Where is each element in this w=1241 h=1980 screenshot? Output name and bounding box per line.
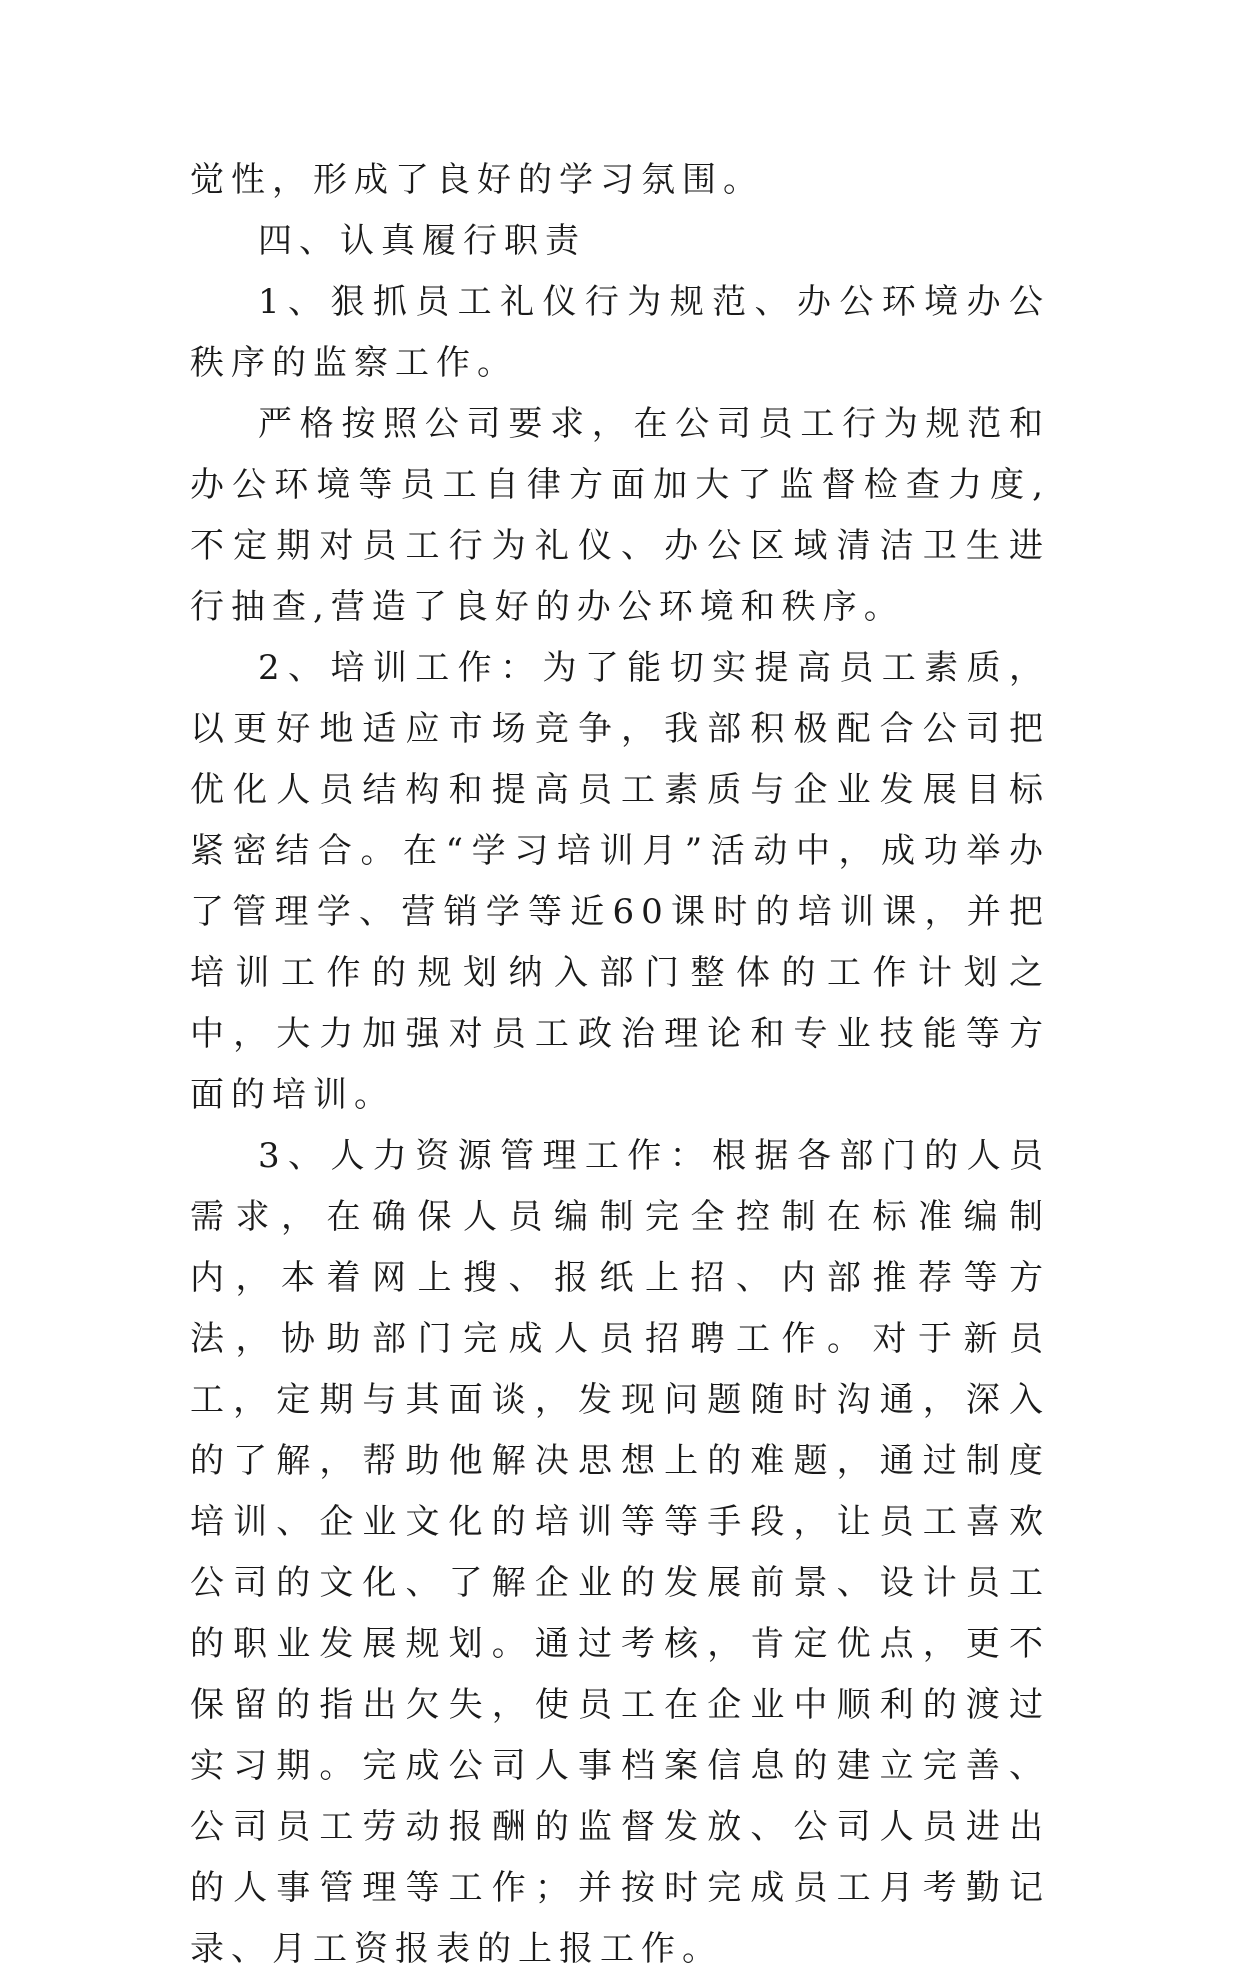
paragraph-item-2: 2、培训工作：为了能切实提高员工素质，以更好地适应市场竞争，我部积极配合公司把优化人员结构和提高员工素质与企业发展目标紧密结合。在“学习培训月”活动中，成功举办了管理学、营销学等近60课时的培训课，并把培训工作的规划纳入部门整体的工作计划之中，大力加强对员工政治理论和专业技能等方面的培训。 xyxy=(190,648,1050,1115)
section-heading: 四、认真履行职责 xyxy=(258,221,586,261)
paragraph-item-3: 3、人力资源管理工作：根据各部门的人员需求，在确保人员编制完全控制在标准编制内，本着网上搜、报纸上招、内部推荐等方法，协助部门完成人员招聘工作。对于新员工，定期与其面谈，发现问题随时沟通，深入的了解，帮助他解决思想上的难题，通过制度培训、企业文化的培训等等手段，让员工喜欢公司的文化、了解企业的发展前景、设计员工的职业发展规划。通过考核，肯定优点，更不保留的指出欠失，使员工在企业中顺利的渡过实习期。完成公司人事档案信息的建立完善、公司员工劳动报酬的监督发放、公司人员进出的人事管理等工作；并按时完成员工月考勤记录、月工资报表的上报工作。 xyxy=(190,1136,1050,1969)
paragraph-continuation: 觉性，形成了良好的学习氛围。 xyxy=(190,160,764,200)
paragraph-item-1: 1、狠抓员工礼仪行为规范、办公环境办公秩序的监察工作。 xyxy=(190,282,1050,383)
document-body xyxy=(190,150,1050,1980)
paragraph-item-1-detail: 严格按照公司要求，在公司员工行为规范和办公环境等员工自律方面加大了监督检查力度,不定期对员工行为礼仪、办公区域清洁卫生进行抽查,营造了良好的办公环境和秩序。 xyxy=(190,404,1050,627)
